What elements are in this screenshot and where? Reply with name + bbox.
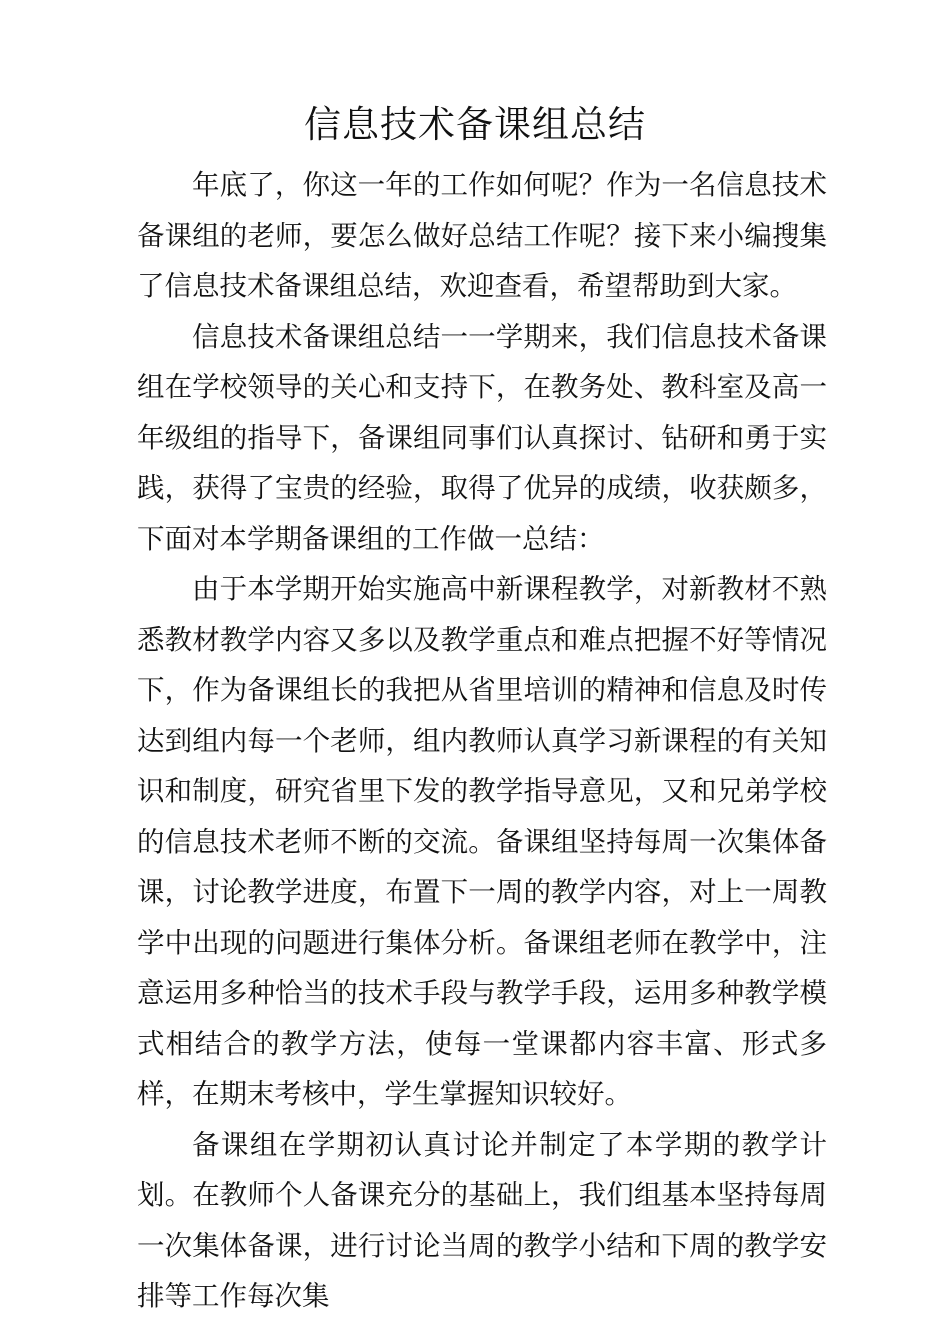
paragraph-overview: 信息技术备课组总结一一学期来，我们信息技术备课组在学校领导的关心和支持下，在教务处、教科室及高一年级组的指导下，备课组同事们认真探讨、钻研和勇于实践，获得了宝贵的经验，取得了优异的成绩，收获颇多，下面对本学期备课组的工作做一总结： <box>137 320 827 555</box>
paragraph-new-curriculum: 由于本学期开始实施高中新课程教学，对新教材不熟悉教材教学内容又多以及教学重点和难点把握不好等情况下，作为备课组长的我把从省里培训的精神和信息及时传达到组内每一个老师，组内教师认真学习新课程的有关知识和制度，研究省里下发的教学指导意见，又和兄弟学校的信息技术老师不断的交流。备课组坚持每周一次集体备课，讨论教学进度，布置下一周的教学内容，对上一周教学中出现的问题进行集体分析。备课组老师在教学中，注意运用多种恰当的技术手段与教学手段，运用多种教学模式相结合的教学方法，使每一堂课都内容丰富、形式多样，在期末考核中，学生掌握知识较好。 <box>137 573 827 1110</box>
document-body <box>137 160 827 1322</box>
paragraph-teaching-plan: 备课组在学期初认真讨论并制定了本学期的教学计划。在教师个人备课充分的基础上，我们组基本坚持每周一次集体备课，进行讨论当周的教学小结和下周的教学安排等工作每次集 <box>137 1128 827 1312</box>
paragraph-intro: 年底了，你这一年的工作如何呢？作为一名信息技术备课组的老师，要怎么做好总结工作呢？接下来小编搜集了信息技术备课组总结，欢迎查看，希望帮助到大家。 <box>137 169 827 302</box>
document-title: 信息技术备课组总结 <box>304 103 646 146</box>
